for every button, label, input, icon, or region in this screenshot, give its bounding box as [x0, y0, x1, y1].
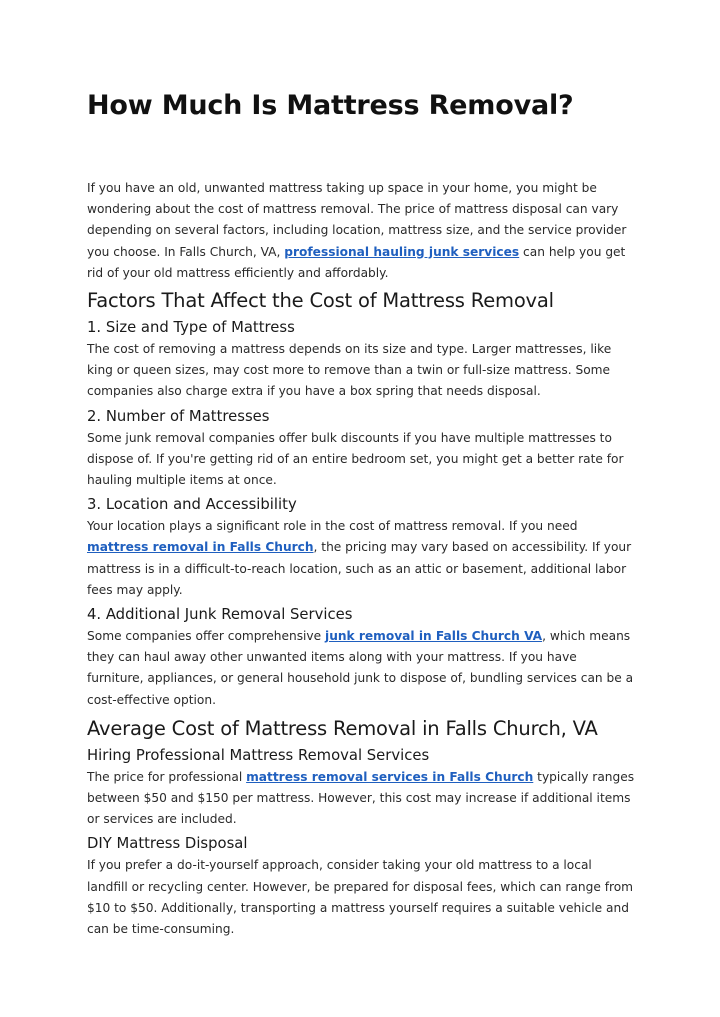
average-cost-heading: Average Cost of Mattress Removal in Falls Church, VA — [87, 716, 598, 740]
factor-3-heading: 3. Location and Accessibility — [87, 496, 297, 514]
factor-2-heading: 2. Number of Mattresses — [87, 407, 270, 425]
professional-hauling-link[interactable]: professional hauling junk services — [284, 244, 520, 259]
intro-text-after: can help you get rid of your old mattress efficiently and affordably. — [87, 244, 626, 280]
page-title: How Much Is Mattress Removal? — [87, 90, 574, 121]
factor-4-heading: 4. Additional Junk Removal Services — [87, 606, 353, 624]
professional-text-after: typically ranges between $50 and $150 per mattress. However, this cost may increase if additional items or services are included. — [87, 769, 635, 827]
factor-3-paragraph — [87, 516, 635, 601]
factor-3-text-after: , the pricing may vary based on accessibility. If your mattress is in a difficult-to-reach location, such as an attic or basement, additional labor fees may apply. — [87, 540, 632, 597]
factor-2-text: Some junk removal companies offer bulk discounts if you have multiple mattresses to dispose of. If you're getting rid of an entire bedroom set, you might get a better rate for hauling multiple items at once. — [87, 430, 624, 488]
diy-disposal-text: If you prefer a do-it-yourself approach, consider taking your old mattress to a local landfill or recycling center. However, be prepared for disposal fees, which can range from $10 to $50. Additionally, transporting a mattress yourself requires a suitable vehicle and can be time-consuming. — [87, 858, 634, 937]
factor-4-text-before: Some companies offer comprehensive — [87, 629, 326, 644]
diy-disposal-heading: DIY Mattress Disposal — [87, 835, 248, 853]
factor-3-text-before: Your location plays a significant role in the cost of mattress removal. If you need — [87, 519, 578, 534]
mattress-removal-falls-church-link[interactable]: mattress removal in Falls Church — [87, 540, 314, 555]
factor-1-heading: 1. Size and Type of Mattress — [87, 319, 295, 337]
document-content — [87, 86, 635, 940]
professional-services-heading: Hiring Professional Mattress Removal Services — [87, 746, 430, 764]
professional-text-before: The price for professional — [87, 769, 247, 784]
mattress-removal-services-link[interactable]: mattress removal services in Falls Church — [246, 769, 534, 784]
junk-removal-falls-church-link[interactable]: junk removal in Falls Church VA — [325, 629, 543, 644]
intro-paragraph — [87, 178, 635, 284]
factor-1-text: The cost of removing a mattress depends on its size and type. Larger mattresses, like king or queen sizes, may cost more to remove than a twin or full-size mattress. Some companies also charge extra if you have a box spring that needs disposal. — [87, 342, 612, 399]
factors-heading: Factors That Affect the Cost of Mattress Removal — [87, 289, 554, 313]
factor-4-paragraph — [87, 626, 635, 711]
intro-text-before: If you have an old, unwanted mattress taking up space in your home, you might be wondering about the cost of mattress removal. The price of mattress disposal can vary depending on several factors, including location, mattress size, and the service provider you choose. In Falls Church, VA, — [87, 181, 627, 259]
professional-services-paragraph — [87, 767, 635, 831]
factor-4-text-after: , which means they can haul away other unwanted items along with your mattress. If you have furniture, appliances, or general household junk to dispose of, bundling services can be a cost-effective option. — [87, 629, 634, 707]
